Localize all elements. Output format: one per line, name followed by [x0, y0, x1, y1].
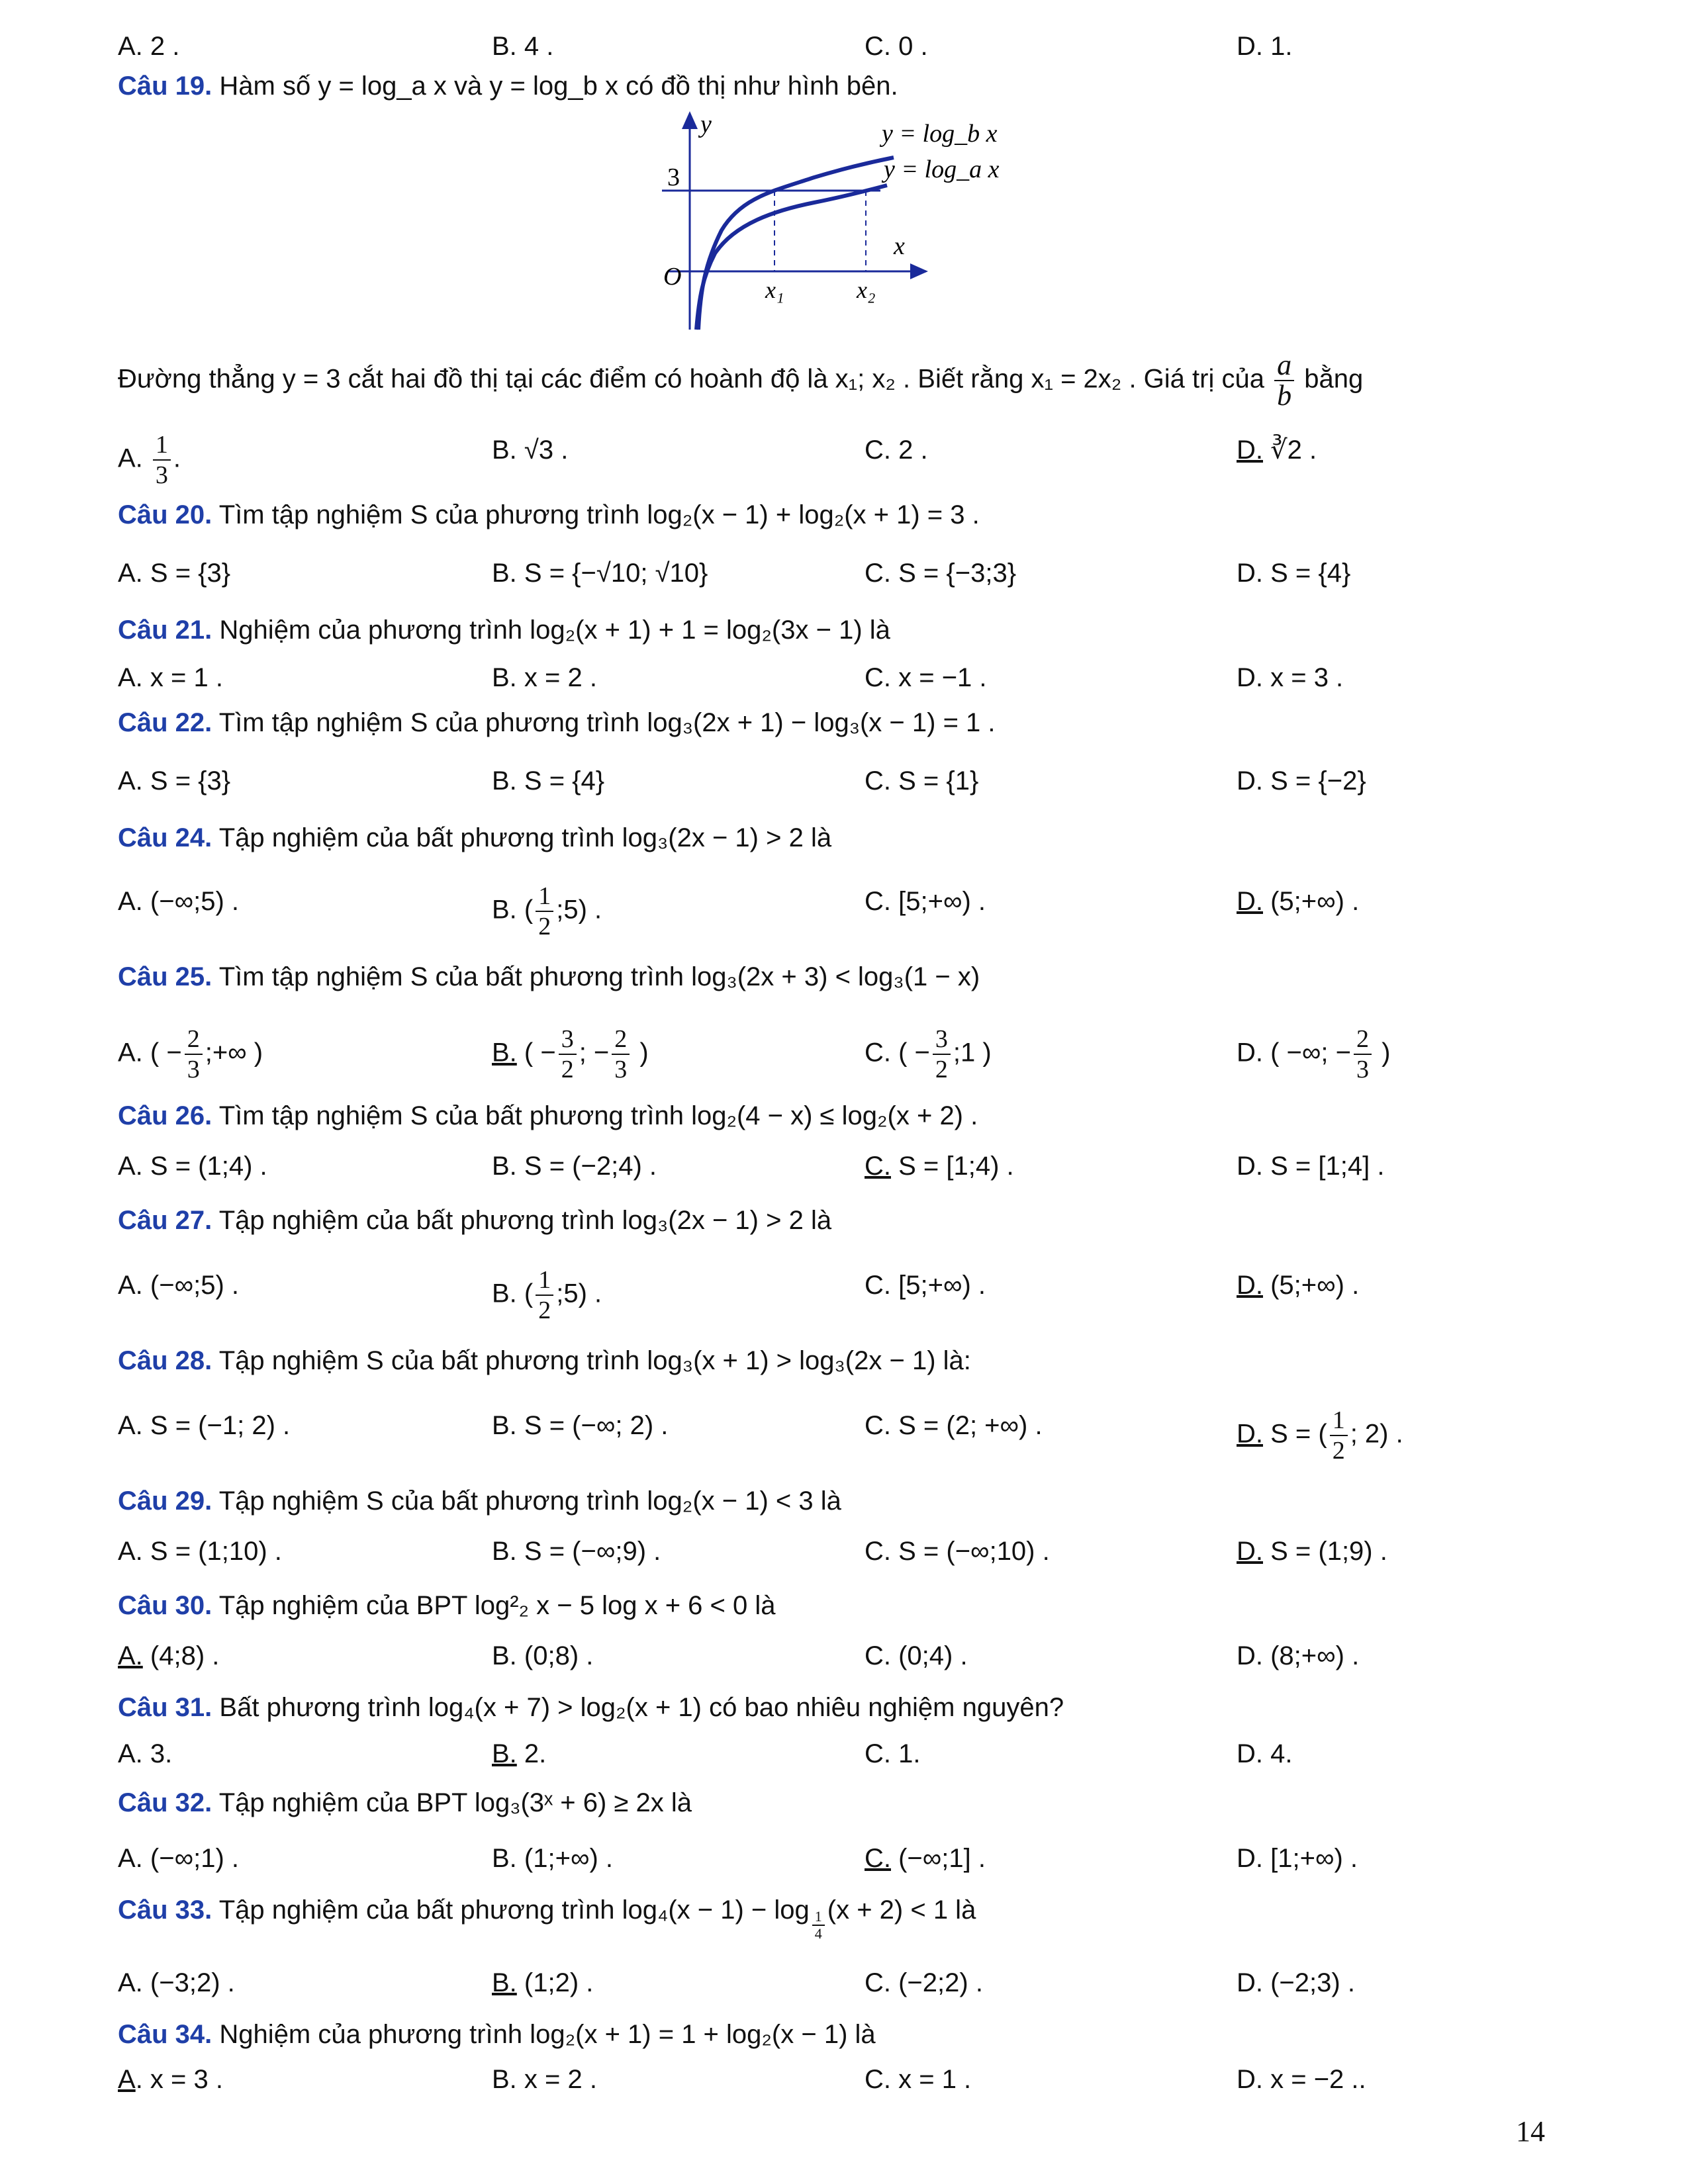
question-text-2: Đường thẳng y = 3 cắt hai đồ thị tại các điểm có hoành độ là x₁; x₂ . Biết rằng x₁ = 2x₂ . Giá trị của [118, 364, 1264, 394]
q31-options [118, 1734, 1607, 1774]
option-d: D. x = 3 . [1237, 663, 1344, 692]
label-log-b: y = log_b x [882, 120, 998, 148]
q20-options [118, 553, 1607, 593]
label-x1: x₁ [765, 277, 784, 303]
q22-question: Câu 22. Tìm tập nghiệm S của phương trình log₃(2x + 1) − log₃(x − 1) = 1 . [118, 708, 996, 737]
option-a: A. ( − $\frac{2}{3}$ ;+∞ ) [118, 1025, 263, 1083]
option-d: D. ( −∞; − $\frac{2}{3}$ ) [1237, 1025, 1391, 1083]
option-b: B. x = 2 . [492, 2065, 597, 2094]
q19-question [118, 66, 1640, 106]
label-3: 3 [667, 163, 680, 191]
option-b: B. S = (−∞;9) . [492, 1537, 661, 1566]
option-d: D. [1;+∞) . [1237, 1844, 1358, 1873]
q25-options [118, 1024, 1607, 1083]
option-c: C. (−2;2) . [865, 1968, 983, 1997]
option-a: A. (4;8) . [118, 1641, 220, 1670]
option-d: D. x = −2 .. [1237, 2065, 1366, 2094]
option-b: B. (0;8) . [492, 1641, 594, 1670]
option-a: A. (−3;2) . [118, 1968, 235, 1997]
option-c: C. S = {−3;3} [865, 559, 1017, 588]
q24-question: Câu 24. Tập nghiệm của bất phương trình log₃(2x − 1) > 2 là [118, 823, 832, 852]
q29-question: Câu 29. Tập nghiệm S của bất phương trình log₂(x − 1) < 3 là [118, 1486, 841, 1516]
option-c: C. [5;+∞) . [865, 887, 986, 916]
option-a: A. (−∞;5) . [118, 1271, 240, 1300]
q32-question: Câu 32. Tập nghiệm của BPT log₃(3ˣ + 6) ≥ 2x là [118, 1788, 692, 1817]
option-a: A. (−∞;5) . [118, 887, 240, 916]
q21-options [118, 658, 1607, 698]
option-b: B. S = {−√10; √10} [492, 559, 708, 588]
option-b: B. x = 2 . [492, 663, 597, 692]
option-c: C. (0;4) . [865, 1641, 968, 1670]
question-text: Hàm số y = log_a x và y = log_b x có đồ thị như hình bên. [219, 71, 898, 101]
curve-log-a [696, 185, 887, 330]
option-b: B. (1;+∞) . [492, 1844, 614, 1873]
q30-options [118, 1636, 1607, 1676]
fraction-a-b: $\frac{a}{b}$ [1274, 351, 1294, 410]
question-label: Câu 19. [118, 71, 212, 101]
q27-options [118, 1265, 1607, 1324]
curve-log-b [698, 158, 894, 330]
q34-question: Câu 34. Nghiệm của phương trình log₂(x + 1) = 1 + log₂(x − 1) là [118, 2020, 876, 2049]
q26-question: Câu 26. Tìm tập nghiệm S của bất phương trình log₂(4 − x) ≤ log₂(x + 2) . [118, 1101, 978, 1130]
q24-options [118, 882, 1607, 940]
option-c: C. ( − $\frac{3}{2}$ ;1 ) [865, 1025, 992, 1083]
option-b: B. S = {4} [492, 766, 605, 796]
label-origin: O [663, 263, 682, 291]
label-log-a: y = log_a x [884, 156, 1000, 183]
label-y: y [700, 111, 712, 138]
option-a: A. S = {3} [118, 559, 231, 588]
option-d: D. (5;+∞) . [1237, 1271, 1360, 1300]
option-a: A. S = {3} [118, 766, 231, 796]
q26-options [118, 1146, 1607, 1186]
option-d: D. (8;+∞) . [1237, 1641, 1360, 1670]
q34-options [118, 2060, 1607, 2099]
option-c: C. S = (−∞;10) . [865, 1537, 1050, 1566]
option-c: C. S = {1} [865, 766, 979, 796]
option-b: B. S = (−2;4) . [492, 1152, 657, 1181]
option-d: D. S = ( $\frac{1}{2}$ ; 2) . [1237, 1406, 1403, 1465]
option-b: B. ( $\frac{1}{2}$ ;5) . [492, 1266, 602, 1324]
option-c: C. [5;+∞) . [865, 1271, 986, 1300]
option-d: D. S = {−2} [1237, 766, 1366, 796]
option-c: C. x = −1 . [865, 663, 987, 692]
option-b: B. 2. [492, 1739, 547, 1768]
q19-statement [118, 351, 1640, 410]
option-c: C. x = 1 . [865, 2065, 972, 2094]
label-x2: x₂ [857, 277, 876, 303]
option-d: D. 1. [1237, 32, 1293, 61]
option-a: A. $\frac{1}{3}$ . [118, 431, 181, 489]
option-a: A. S = (1;10) . [118, 1537, 282, 1566]
option-b: B. S = (−∞; 2) . [492, 1411, 669, 1440]
option-c: C. 0 . [865, 32, 928, 61]
q21-question: Câu 21. Nghiệm của phương trình log₂(x + 1) + 1 = log₂(3x − 1) là [118, 615, 890, 645]
q25-question: Câu 25. Tìm tập nghiệm S của bất phương trình log₃(2x + 3) < log₃(1 − x) [118, 962, 980, 991]
q19-options [118, 430, 1607, 489]
page-number: 14 [1516, 2115, 1545, 2148]
option-a: A. x = 3 . [118, 2065, 223, 2094]
option-b: B. ( $\frac{1}{2}$ ;5) . [492, 882, 602, 940]
option-b: B. √3 . [492, 435, 569, 465]
option-d: D. S = (1;9) . [1237, 1537, 1387, 1566]
q28-question: Câu 28. Tập nghiệm S của bất phương trình log₃(x + 1) > log₃(2x − 1) là: [118, 1346, 971, 1375]
option-a: A. x = 1 . [118, 663, 223, 692]
q28-options [118, 1406, 1607, 1465]
q29-options [118, 1531, 1607, 1571]
log-base-fraction: $\frac{1}{4}$ [812, 1909, 825, 1942]
q33-question: Câu 33. Tập nghiệm của bất phương trình log₄(x − 1) − log $\frac{1}{4}$ (x + 2) < 1 là [118, 1895, 976, 1942]
q20-question: Câu 20. Tìm tập nghiệm S của phương trình log₂(x − 1) + log₂(x + 1) = 3 . [118, 500, 980, 529]
option-a: A. S = (1;4) . [118, 1152, 267, 1181]
option-d: D. (−2;3) . [1237, 1968, 1355, 1997]
option-c: C. (−∞;1] . [865, 1844, 986, 1873]
log-graph [642, 111, 1013, 336]
q33-options [118, 1963, 1607, 2003]
option-c: C. 2 . [865, 435, 928, 465]
option-d: D. S = [1;4] . [1237, 1152, 1385, 1181]
q27-question: Câu 27. Tập nghiệm của bất phương trình log₃(2x − 1) > 2 là [118, 1206, 832, 1235]
q32-options [118, 1839, 1607, 1878]
option-b: B. ( − $\frac{3}{2}$ ; − $\frac{2}{3}$ ) [492, 1025, 649, 1083]
option-a: A. S = (−1; 2) . [118, 1411, 291, 1440]
option-d: D. S = {4} [1237, 559, 1351, 588]
option-b: B. 4 . [492, 32, 554, 61]
q18-options [118, 26, 1607, 66]
option-a: A. (−∞;1) . [118, 1844, 240, 1873]
q30-question: Câu 30. Tập nghiệm của BPT log²₂ x − 5 log x + 6 < 0 là [118, 1591, 776, 1620]
option-b: B. (1;2) . [492, 1968, 594, 1997]
option-d: D. (5;+∞) . [1237, 887, 1360, 916]
option-c: C. S = (2; +∞) . [865, 1411, 1043, 1440]
q22-options [118, 761, 1607, 801]
option-c: C. S = [1;4) . [865, 1152, 1014, 1181]
option-c: C. 1. [865, 1739, 921, 1768]
option-a: A. 3. [118, 1739, 173, 1768]
option-d: D. ∛2 . [1237, 435, 1317, 465]
label-x: x [894, 232, 905, 260]
question-text-3: bằng [1304, 364, 1364, 394]
option-a: A. 2 . [118, 32, 180, 61]
q31-question: Câu 31. Bất phương trình log₄(x + 7) > log₂(x + 1) có bao nhiêu nghiệm nguyên? [118, 1693, 1064, 1722]
option-d: D. 4. [1237, 1739, 1293, 1768]
